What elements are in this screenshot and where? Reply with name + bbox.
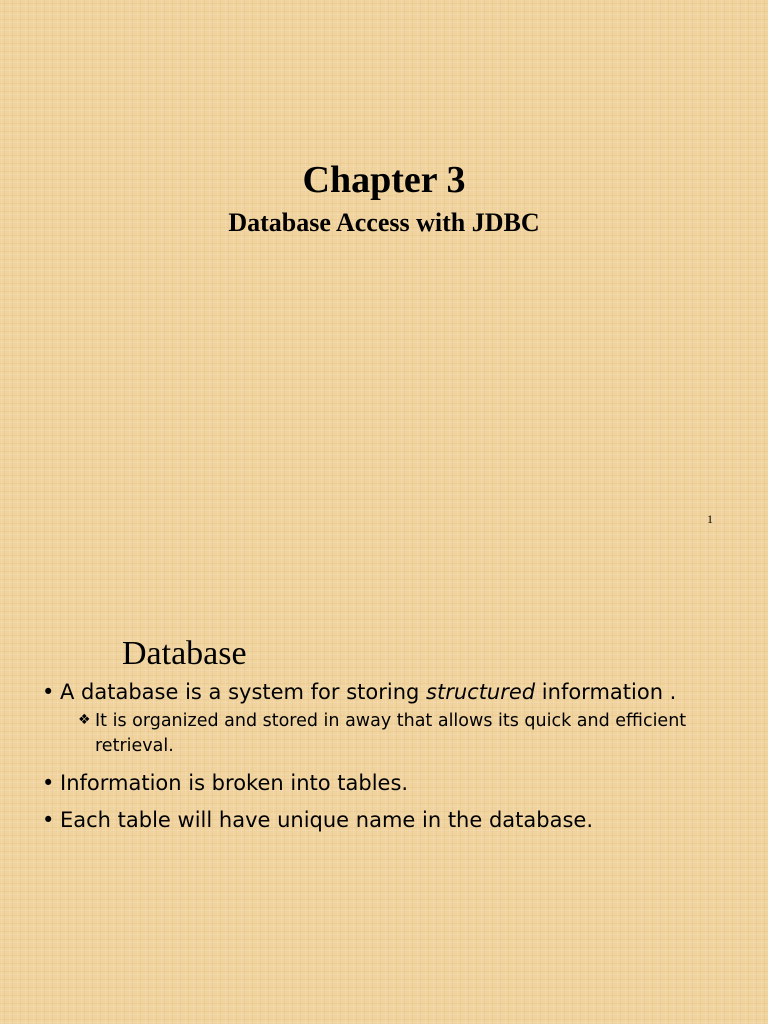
diamond-bullet-icon: ❖ [78,712,91,728]
page-number: 1 [707,512,713,526]
slide-title: Chapter 3 [302,159,466,201]
slide-heading: Database [122,635,247,672]
bullet-dot-icon: • [42,680,55,704]
sub-bullet-item [78,709,732,759]
slide-2 [0,576,768,1024]
bullet-dot-icon: • [42,771,55,795]
bullet-emphasis: structured [426,680,536,704]
bullet-text: A database is a system for storing [60,680,427,704]
bullet-text: Information is broken into tables. [60,771,409,795]
bullet-item [42,678,732,707]
bullet-text-end: information . [535,680,677,704]
bullet-dot-icon: • [42,808,55,832]
bullet-list [42,678,732,835]
bullet-item [42,769,732,798]
slide-subtitle: Database Access with JDBC [228,208,540,237]
bullet-text: Each table will have unique name in the database. [60,808,593,832]
sub-bullet-text: It is organized and stored in away that allows its quick and efficient retrieval. [95,711,687,756]
bullet-item [42,806,732,835]
